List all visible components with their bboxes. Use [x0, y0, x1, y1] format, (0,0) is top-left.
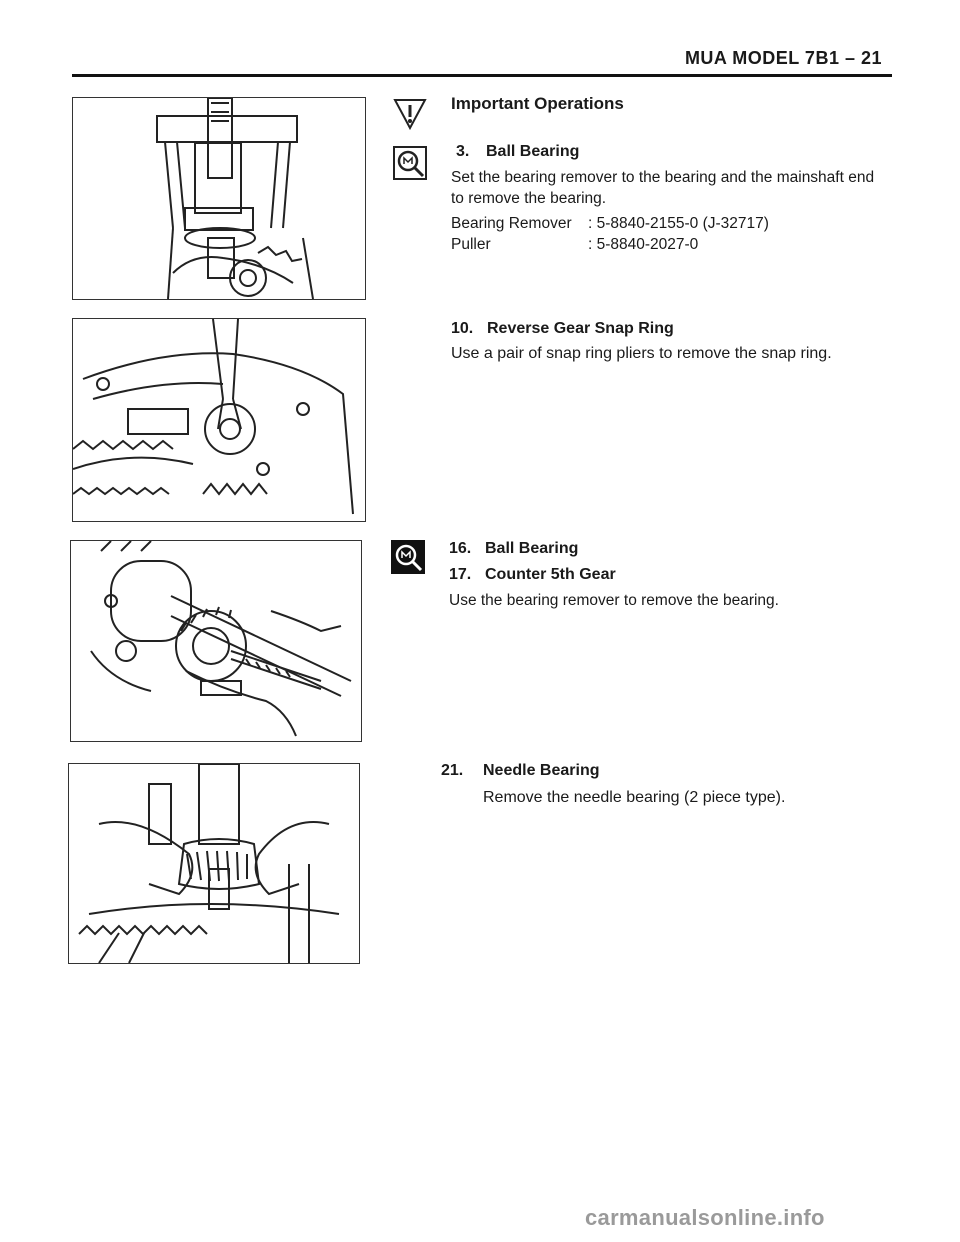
item-17-heading	[449, 566, 616, 584]
figure-bearing-remover	[70, 540, 362, 742]
item-3-title: Ball Bearing	[486, 143, 580, 160]
page-header-title: MUA MODEL 7B1 – 21	[684, 48, 882, 68]
magnifier-tool-icon	[393, 146, 427, 180]
item-17-title: Counter 5th Gear	[485, 566, 616, 583]
item-3-line-2: to remove the bearing.	[451, 190, 607, 207]
item-17-number: 17.	[449, 566, 472, 583]
item-3-line-1: Set the bearing remover to the bearing and the mainshaft end	[451, 169, 875, 186]
item-3-heading	[456, 143, 579, 161]
warning-triangle-icon	[393, 97, 427, 131]
header-rule	[72, 74, 892, 77]
item-16-heading	[449, 540, 578, 558]
item-21-title: Needle Bearing	[483, 762, 600, 779]
item-21-text	[483, 787, 785, 808]
magnifier-tool-icon	[391, 540, 425, 574]
spec-value: : 5-8840-2155-0 (J-32717)	[588, 215, 769, 232]
item-16-text	[449, 590, 779, 611]
item-10-number: 10.	[451, 320, 474, 337]
item-16-title: Ball Bearing	[485, 540, 579, 557]
watermark-text: carmanualsonline.info	[585, 1205, 825, 1230]
item-16-number: 16.	[449, 540, 472, 557]
spec-label: Bearing Remover	[451, 215, 572, 232]
figure-needle-bearing	[68, 763, 360, 964]
item-10-line-1: Use a pair of snap ring pliers to remove the snap ring.	[451, 345, 832, 362]
item-10-text	[451, 343, 832, 364]
figure-snap-ring-pliers	[72, 318, 366, 522]
item-3-number: 3.	[456, 143, 470, 160]
item-21-line-1: Remove the needle bearing (2 piece type).	[483, 789, 786, 806]
item-3-text	[451, 167, 874, 209]
spec-label: Puller	[451, 236, 491, 253]
item-21-heading	[441, 762, 599, 780]
item-10-title: Reverse Gear Snap Ring	[487, 320, 674, 337]
spec-row	[451, 234, 769, 255]
figure-ball-bearing-puller	[72, 97, 366, 300]
item-3-specs	[451, 213, 769, 255]
item-10-heading	[451, 320, 674, 338]
spec-value: : 5-8840-2027-0	[588, 236, 699, 253]
item-21-number: 21.	[441, 762, 464, 779]
section-heading: Important Operations	[451, 94, 624, 113]
item-16-line-1: Use the bearing remover to remove the bearing.	[449, 592, 779, 609]
spec-row	[451, 213, 769, 234]
